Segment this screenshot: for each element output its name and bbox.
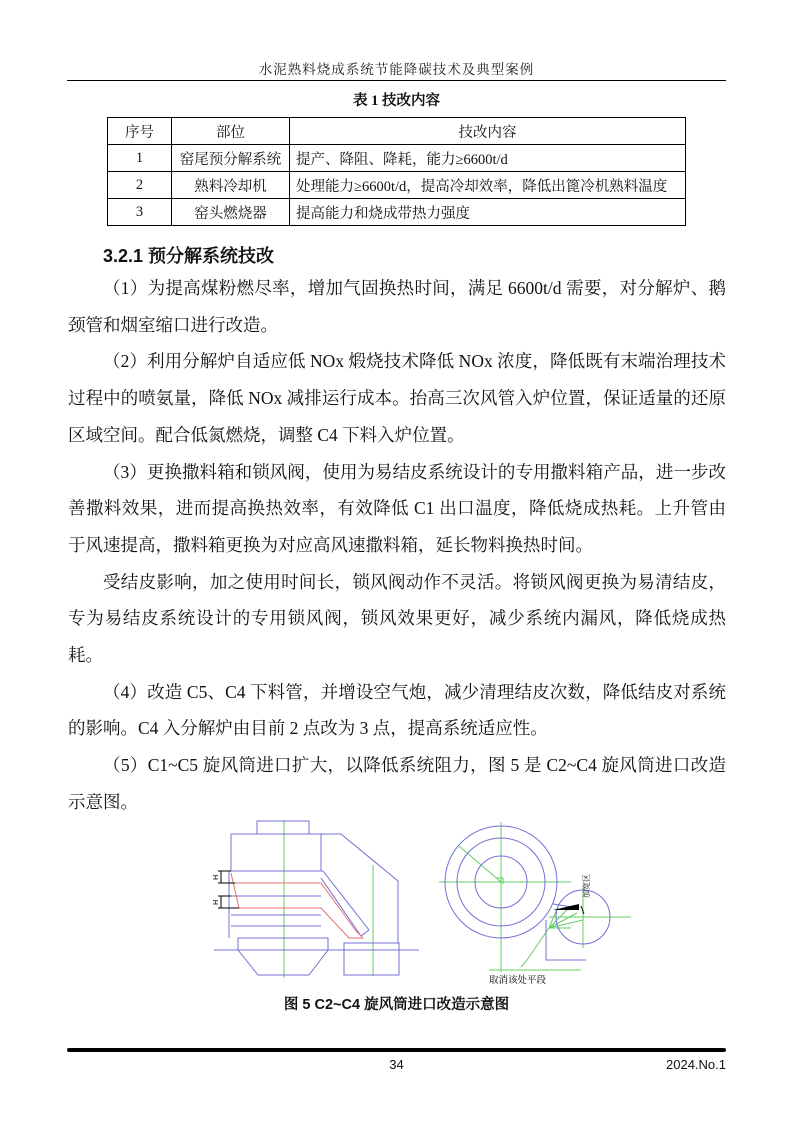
leader-note-label: 取消该处平段: [489, 975, 547, 986]
widen-area-label: 加宽区: [582, 874, 591, 898]
footer-page-number: 34: [389, 1057, 404, 1072]
dim-h-label: H: [212, 874, 220, 880]
header-rule: [67, 80, 726, 81]
footer-rule: [67, 1048, 726, 1052]
table-cell: 熟料冷却机: [172, 172, 290, 199]
table-cell: 提产、降阻、降耗，能力≥6600t/d: [290, 145, 686, 172]
table-cell: 窑尾预分解系统: [172, 145, 290, 172]
table-cell: 处理能力≥6600t/d，提高冷却效率，降低出篦冷机熟料温度: [290, 172, 686, 199]
paragraph: 受结皮影响，加之使用时间长，锁风阀动作不灵活。将锁风阀更换为易清结皮，专为易结皮系统设计的专用锁风阀，锁风效果更好，减少系统内漏风，降低烧成热耗。: [68, 571, 726, 666]
table-row: [108, 172, 686, 199]
table-header-cell: 部位: [172, 118, 290, 145]
paragraph: （2）利用分解炉自适应低 NOx 煅烧技术降低 NOx 浓度，降低既有末端治理技术过程中的喷氨量，降低 NOx 减排运行成本。抬高三次风管入炉位置，保证适量的还原区域空间。配合低氮燃烧，调整 C4 下料入炉位置。: [68, 351, 726, 445]
footer-issue-label: 2024.No.1: [666, 1057, 726, 1072]
figure-right-cyclone-plan: [439, 822, 631, 986]
table-cell: 窑头燃烧器: [172, 199, 290, 226]
paragraph: （3）更换撒料箱和锁风阀，使用为易结皮系统设计的专用撒料箱产品，进一步改善撒料效果，进而提高换热效率，有效降低 C1 出口温度，降低烧成热耗。上升管由于风速提高，撒料箱更换为对应高风速撒料箱，延长物料换热时间。: [68, 461, 726, 555]
figure-5: [183, 818, 661, 990]
figure-caption: 图 5 C2~C4 旋风筒进口改造示意图: [283, 997, 510, 1013]
paragraph: （1）为提高煤粉燃尽率，增加气固换热时间，满足 6600t/d 需要，对分解炉、鹅颈管和烟室缩口进行改造。: [68, 278, 726, 335]
table-header-row: [108, 118, 686, 145]
table-cell: 1: [108, 145, 172, 172]
figure-left-cyclone-elevation: [212, 820, 419, 978]
dim-h-label: H: [212, 899, 220, 905]
body-text: [68, 270, 726, 821]
table-header-cell: 序号: [108, 118, 172, 145]
paragraph: （4）改造 C5、C4 下料管，并增设空气炮，减少清理结皮次数，降低结皮对系统的影响。C4 入分解炉由目前 2 点改为 3 点，提高系统适应性。: [68, 681, 726, 739]
paragraph: （5）C1~C5 旋风筒进口扩大，以降低系统阻力，图 5 是 C2~C4 旋风筒进口改造示意图。: [68, 755, 726, 812]
section-heading: 3.2.1 预分解系统技改: [103, 246, 275, 266]
table-row: [108, 199, 686, 226]
table-cell: 提高能力和烧成带热力强度: [290, 199, 686, 226]
table-caption: 表 1 技改内容: [353, 93, 440, 109]
figure-5-drawing: [183, 818, 661, 990]
modification-table: [107, 117, 686, 226]
table-cell: 2: [108, 172, 172, 199]
table-cell: 3: [108, 199, 172, 226]
page-header-title: 水泥熟料烧成系统节能降碳技术及典型案例: [258, 62, 535, 77]
table-row: [108, 145, 686, 172]
table-header-cell: 技改内容: [290, 118, 686, 145]
